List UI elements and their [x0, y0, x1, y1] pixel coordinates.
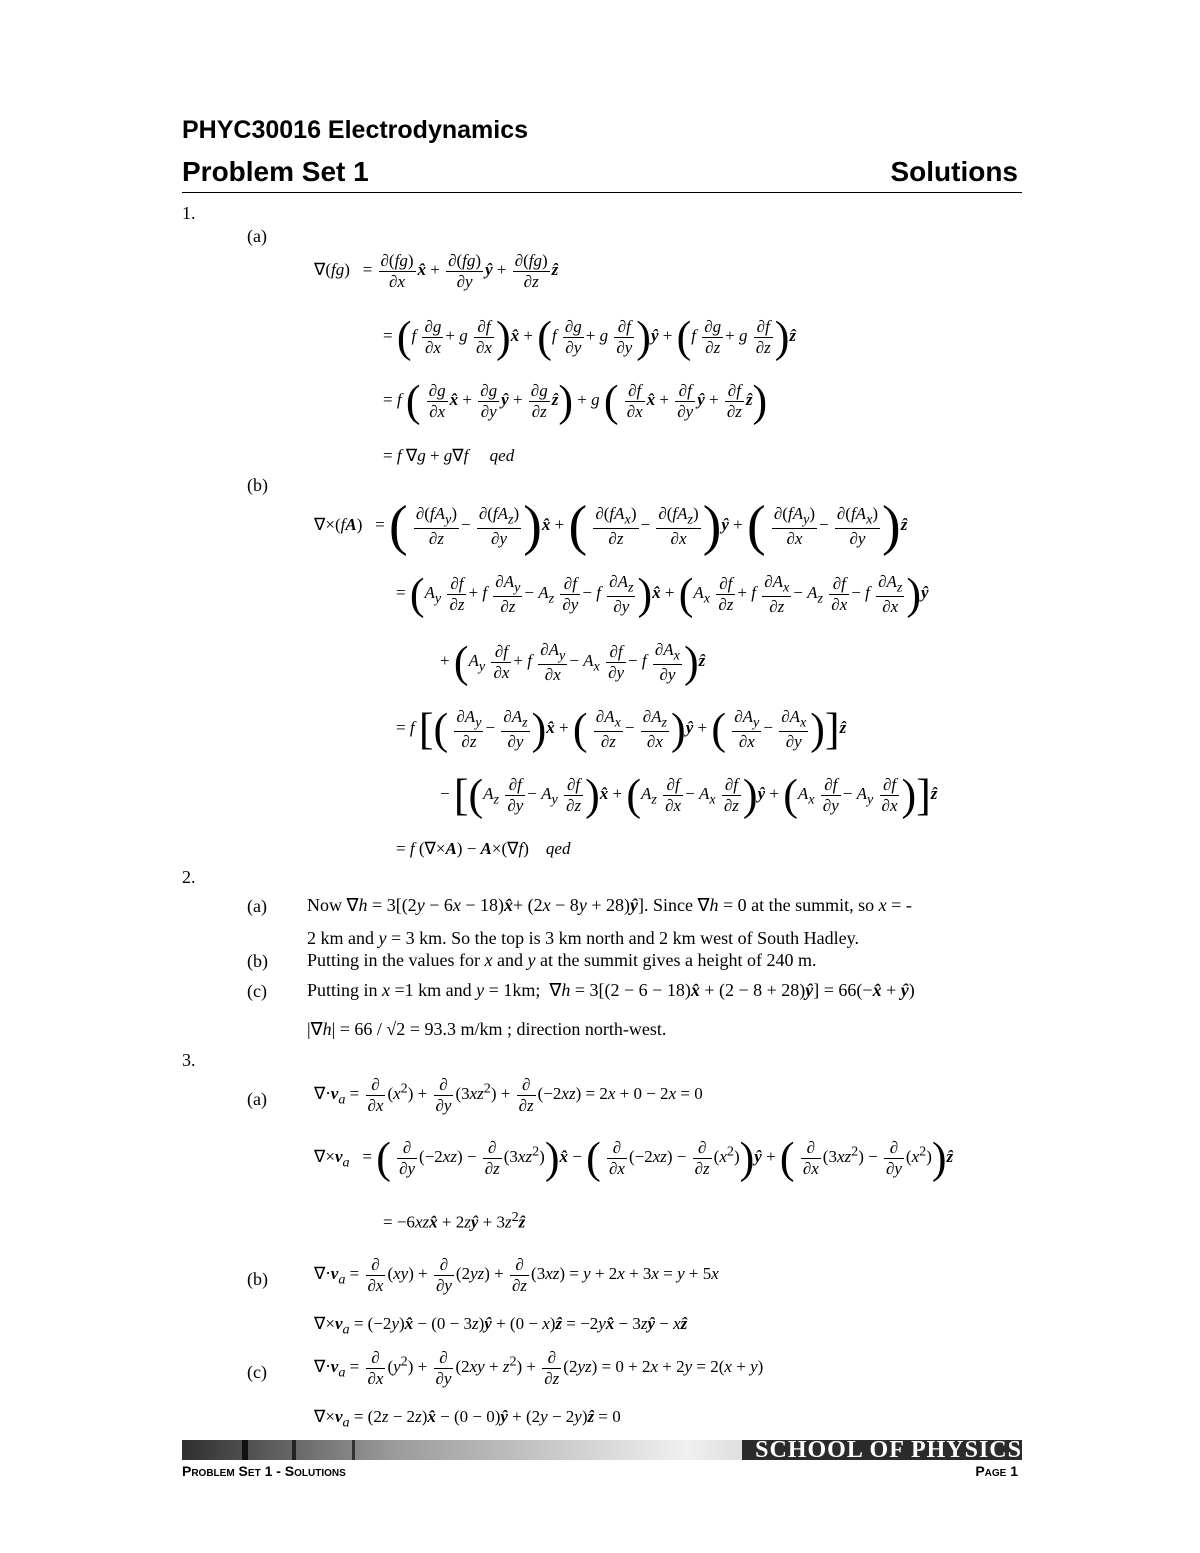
q3b-label: (b) [247, 1269, 268, 1289]
header-rule [182, 192, 1022, 193]
q3c-curl: $\nabla\times v_a = (2z$ − 2z)x̂ − (0 − 0)ŷ + (2y − 2y)ẑ = 0 [314, 1407, 621, 1431]
q1b-label: (b) [247, 475, 268, 495]
q3c-div: $\nabla\cdot v_a$ = $\frac{\partial}{\partial x}$ $(y^2)$ + $\frac{\partial}{\partial y}$ $(2xy + z^2)$ + $\frac{\partial}{\partial z}$ (2yz) = 0 + 2x + 2y = 2(x + y) [314, 1348, 764, 1388]
q2b-label: (b) [247, 951, 268, 971]
q1a-eq3: = f ( $\frac{\partial g}{\partial x}$ x̂ + $\frac{\partial g}{\partial y}$ ŷ + $\frac{\partial g}{\partial z}$ ẑ) + g ( $\frac{\partial f}{\partial x}$ x̂ + $\frac{\partial f}{\partial y}$ ŷ + $\frac{\partial f}{\partial z}$ ẑ) [383, 376, 768, 426]
q2c-label: (c) [247, 981, 267, 1001]
q2a-label: (a) [247, 896, 267, 916]
question-1-number: 1. [182, 203, 196, 223]
q1b-eq1: ∇×(fA) = ( $\frac{\partial(fA_y)}{\partial z}$ − $\frac{\partial(fA_z)}{\partial y}$ )x̂ + ( $\frac{\partial(fA_x)}{\partial z}$ − $\frac{\partial(fA_z)}{\partial x}$ )ŷ + ( $\frac{\partial(fA_y)}{\partial x}$ − $\frac{\partial(fA_x)}{\partial y}$ )ẑ [314, 495, 908, 557]
q1b-eq5: − [($A_z$ $\frac{\partial f}{\partial y}$ − $A_y$ $\frac{\partial f}{\partial z}$ )x̂ + ($A_z$ $\frac{\partial f}{\partial x}$ − $A_x$ $\frac{\partial f}{\partial z}$ )ŷ + ($A_x$ $\frac{\partial f}{\partial y}$ − $A_y$ $\frac{\partial f}{\partial x}$ )]ẑ [440, 770, 938, 820]
q1b-eq3: + ($A_y$ $\frac{\partial f}{\partial x}$ + f $\frac{\partial A_y}{\partial x}$ − $A_x$ $\frac{\partial f}{\partial y}$ − f $\frac{\partial A_x}{\partial y}$ )ẑ [440, 637, 706, 687]
q1b-eq4: = f [( $\frac{\partial A_y}{\partial z}$ − $\frac{\partial A_z}{\partial y}$ )x̂ + ( $\frac{\partial A_x}{\partial z}$ − $\frac{\partial A_z}{\partial x}$ )ŷ + ( $\frac{\partial A_y}{\partial x}$ − $\frac{\partial A_x}{\partial y}$ )]ẑ [396, 704, 847, 754]
q2c-line1: Putting in x =1 km and y = 1km; ∇h = 3[(2 − 6 − 18)x̂ + (2 − 8 + 28)ŷ] = 66(−x̂ + ŷ) [307, 980, 915, 1000]
q3b-div: $\nabla\cdot v_a$ = $\frac{\partial}{\partial x}$ (xy) + $\frac{\partial}{\partial y}$ (2yz) + $\frac{\partial}{\partial z}$ (3xz) = y + 2x + 3x = y + 5x [314, 1255, 719, 1295]
solutions-label: Solutions [890, 156, 1018, 187]
q3c-label: (c) [247, 1362, 267, 1382]
question-3-number: 3. [182, 1050, 196, 1070]
school-of-physics-logo: SCHOOL OF PHYSICS [755, 1437, 1022, 1463]
q1b-eq6: = f (∇×A) − A×(∇f) qed [396, 839, 571, 858]
q1a-eq4: = f ∇g + g∇f qed [383, 446, 515, 465]
course-title: PHYC30016 Electrodynamics [182, 116, 529, 144]
q3a-label: (a) [247, 1089, 267, 1109]
q1b-eq2: = ($A_y$ $\frac{\partial f}{\partial z}$ + f $\frac{\partial A_y}{\partial z}$ − $A_z$ $\frac{\partial f}{\partial y}$ − f $\frac{\partial A_z}{\partial y}$ )x̂ + ($A_x$ $\frac{\partial f}{\partial z}$ + f $\frac{\partial A_x}{\partial z}$ − $A_z$ $\frac{\partial f}{\partial x}$ − f $\frac{\partial A_z}{\partial x}$ )ŷ [396, 569, 929, 619]
q1a-eq1: ∇(fg) = $\frac{\partial(fg)}{\partial x}$ x̂ + $\frac{\partial(fg)}{\partial y}$ ŷ + $\frac{\partial(fg)}{\partial z}$ ẑ [314, 251, 559, 291]
q3a-div: $\nabla\cdot v_a$ = $\frac{\partial}{\partial x}$ $(x^2)$ + $\frac{\partial}{\partial y}$ $(3xz^2)$ + $\frac{\partial}{\partial z}$ (−2xz) = 2x + 0 − 2x = 0 [314, 1075, 703, 1115]
problem-set-title: Problem Set 1 [182, 156, 369, 187]
q1a-eq2: = (f $\frac{\partial g}{\partial x}$ + g $\frac{\partial f}{\partial x}$ )x̂ + (f $\frac{\partial g}{\partial y}$ + g $\frac{\partial f}{\partial y}$ )ŷ + (f $\frac{\partial g}{\partial z}$ + g $\frac{\partial f}{\partial z}$ )ẑ [383, 312, 797, 362]
q3b-curl: $\nabla\times v_a$ = (−2y)x̂ − (0 − 3z)ŷ + (0 − x)ẑ = −2yx̂ − 3zŷ − xẑ [314, 1314, 688, 1338]
q3a-curl: $\nabla\times v_a$ = ( $\frac{\partial}{\partial y}$ (−2xz) − $\frac{\partial}{\partial z}$ $(3xz^2))x̂$ − ( $\frac{\partial}{\partial x}$ (−2xz) − $\frac{\partial}{\partial z}$ $(x^2))ŷ$ + ( $\frac{\partial}{\partial x}$ $(3xz^2)$ − $\frac{\partial}{\partial y}$ $(x^2))ẑ$ [314, 1133, 954, 1183]
q3a-curl-result: = −6xzx̂ + 2zŷ + $3z^2ẑ$ [383, 1209, 526, 1232]
footer-left-text: Problem Set 1 - Solutions [182, 1463, 346, 1479]
footer-page-number: Page 1 [975, 1463, 1018, 1479]
q2a-line2: 2 km and y = 3 km. So the top is 3 km north and 2 km west of South Hadley. [307, 928, 859, 948]
q1a-label: (a) [247, 226, 267, 246]
q2a-line1: Now ∇h = 3[(2y − 6x − 18)x̂+ (2x − 8y + 28)ŷ]. Since ∇h = 0 at the summit, so x = - [307, 895, 912, 915]
q2c-line2: |∇h| = 66 / √2 = 93.3 m/km ; direction north-west. [307, 1019, 667, 1039]
q2b-line: Putting in the values for x and y at the summit gives a height of 240 m. [307, 950, 817, 970]
question-2-number: 2. [182, 867, 196, 887]
